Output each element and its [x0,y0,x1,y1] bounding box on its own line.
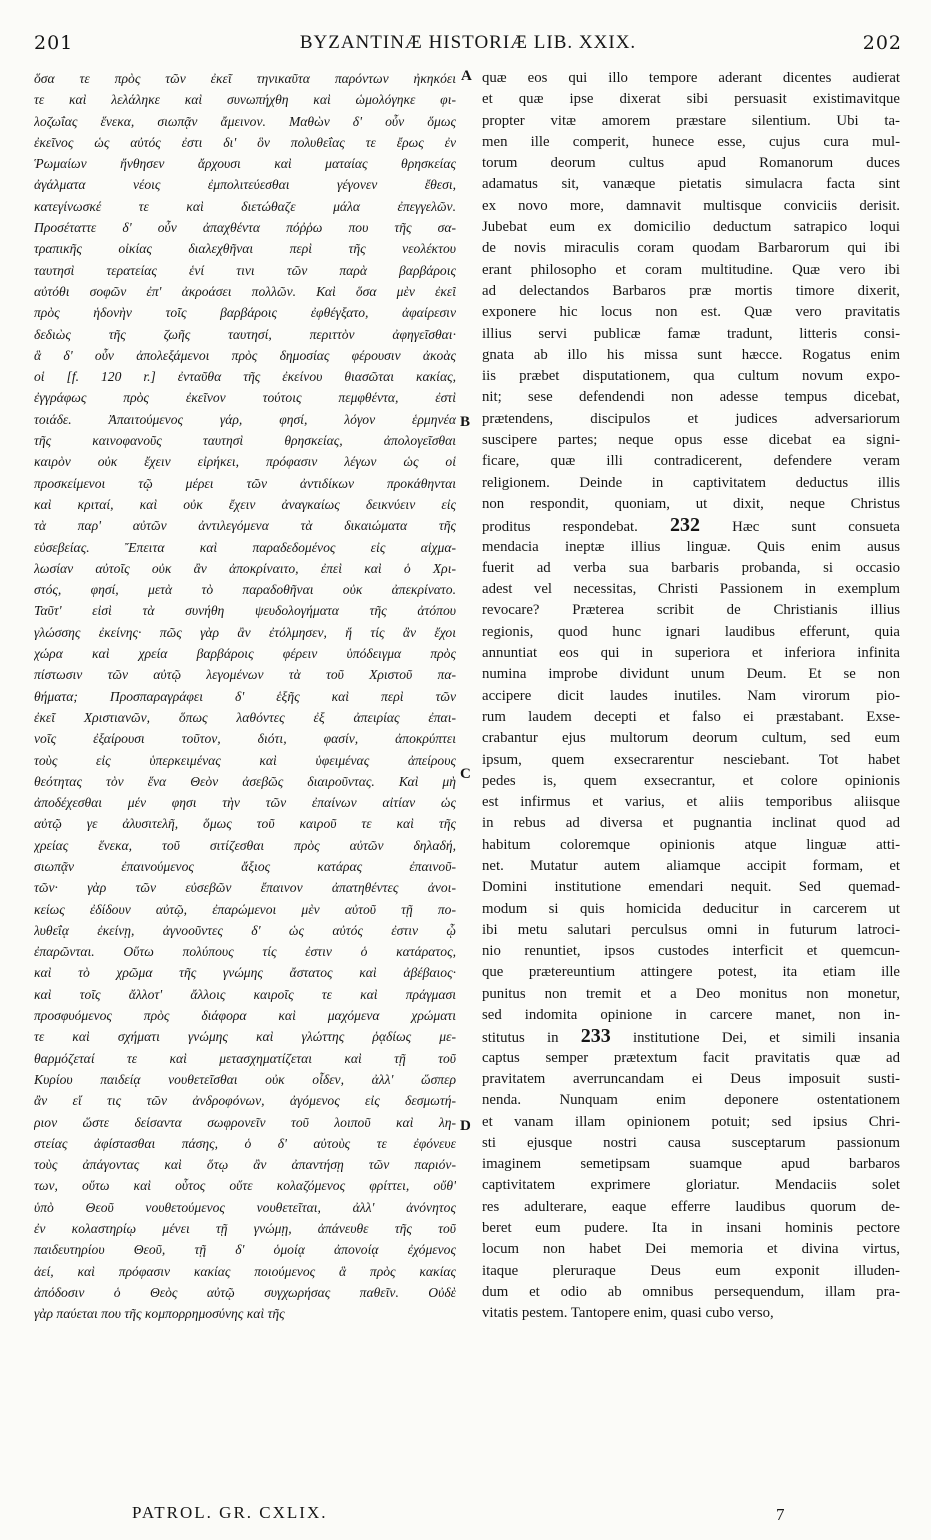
latin-text-line: prætendens, discipulos et judices adversariorum [482,410,900,427]
greek-text-line: τοιάδε. Ἀπαιτούμενος γάρ, φησί, λόγον ἑρμηνέα [34,411,456,427]
latin-text-line: pedes is, quem exsecrantur, et colore opinionis [482,772,900,789]
greek-text-line: ἀποδέχεσθαι μέν φησι τὴν τῶν ἐπαίνων αἰτίαν ὡς [34,795,456,811]
latin-text-line: Jubebat eum ex domicilio deductum satrapico loqui [482,219,900,236]
greek-text-line: ἂν εἴ τις τῶν ἀνδροφόνων, ἀγόμενος εἰς δεσμωτή- [34,1093,456,1109]
margin-letter-a: A [461,68,472,84]
greek-text-line: Ῥωμαίων ἤνθησεν ἄρχουσι καὶ ματαίας θρησκείας [34,156,456,172]
latin-text-line: sed indomita opinione in carcere manet, non in- [482,1007,900,1024]
greek-text-line: εὐσεβείας. Ἔπειτα καὶ παραδεδομένος εἰς αἰχμα- [34,539,456,555]
latin-text-line: et vanam illam opinionem potuit; sed ipsius Chri- [482,1113,900,1130]
running-title: BYZANTINÆ HISTORIÆ LIB. XXIX. [299,32,637,53]
greek-text-line: καιρὸν οὐκ ἔχειν εἰρήκει, πρόφασιν λέγων ὡς οἱ [34,454,456,470]
greek-text-line: Κυρίου παιδείᾳ νουθετεῖσθαι οὐκ οἶδεν, ἀλλ' ὥσπερ [34,1071,456,1087]
latin-text-line: locum non habet Dei memoria et divina virtus, [482,1241,900,1258]
latin-text-line: gnata ab illo his missa sunt hæcce. Rogatus enim [482,346,900,363]
greek-text-line: θεότητας τὸν ἕνα Θεὸν ἀσεβῶς διαιροῦντας. Καὶ μὴ [34,773,456,789]
greek-text-line: χώρα καὶ χρεία βαρβάροις φέρειν ὑπόδειγμα πρὸς [34,646,456,662]
latin-text-line: res adulterare, eaque efferre laudibus quorum de- [482,1198,900,1215]
greek-text-line: αὐτῷ γε ἀλυσιτελῆ, ὅμως τοῦ καιροῦ τε καὶ τῆς [34,816,456,832]
greek-text-line: προσκείμενοι τῷ μέρει τῶν ἀντιδίκων προκάθηνται [34,475,456,491]
latin-text-line: men ille comperit, hunece esse, cujus cura mul- [482,133,900,150]
page-number-right: 202 [862,32,902,54]
latin-text-line: ad delectandos Barbaros præ mortis timore dixerit, [482,282,900,299]
latin-text-line: adest vel necessitas, Christi Passionem in exemplum [482,581,900,598]
running-header [34,32,902,58]
greek-text-line: κατεγίνωσκέ τε καὶ διετώθαζε μάλα ἐπεγγελῶν. [34,198,456,214]
greek-text-line: ἐγγράφως πρὸς ἐκεῖνον τούτοις πεμφθέντα, ἐστὶ [34,390,456,406]
latin-text-line: erant philosopho et coram multitudine. Quæ vero ibi [482,261,900,278]
greek-text-line: νοῖς ἐξαίρουσι τοῦτον, διότι, φασίν, ἀποκρύπτει [34,731,456,747]
greek-text-line: τὰ παρ' αὐτῶν ἀντιλεγόμενα τὰ δικαιώματα τῆς [34,518,456,534]
greek-text-line: καὶ κριταί, καὶ οὐκ ἔχειν ἀναγκαίως δεικνύειν εἰς [34,496,456,512]
greek-text-column [34,68,456,1325]
greek-text-line: ἐν κολαστηρίῳ μένει τῇ γνώμῃ, ἀπάνευθε τῆς τοῦ [34,1221,456,1237]
latin-text-line: punitus non tremit et a Deo monitus non monetur, [482,985,900,1002]
greek-text-line: κείως ἐδίδουν αὐτῷ, ἐπαρώμενοι μὲν αὐτοῦ τῇ πο- [34,901,456,917]
greek-text-line: ἀγάλματα νέοις ἐμπολιτεύεσθαι γέγονεν ἔθεσι, [34,177,456,193]
latin-text-line: ipsum, quem exsecrarentur nesciebant. Tot habet [482,751,900,768]
latin-text-line: sti ejusque nostri causa susceptarum passionum [482,1134,900,1151]
greek-text-line: καὶ τὸ χρῶμα τῆς γνώμης ἄστατος καὶ ἀβέβαιος· [34,965,456,981]
latin-text-line: fuerit ad verba sua barbaris probanda, si occasio [482,559,900,576]
greek-text-line: γλώσσης ἐκείνης· πῶς γὰρ ἂν ἐτόλμησεν, ἥ τίς ἂν ἔχοι [34,624,456,640]
greek-text-line: τε καὶ λελάληκε καὶ συνωπήχθη καὶ ὡμολόγηκε φι- [34,92,456,108]
greek-text-line: ὅσα τε πρὸς τῶν ἐκεῖ τηνικαῦτα παρόντων ἠκηκόει [34,71,456,86]
latin-text-line: modum si quis homicida deducitur in carcerem ut [482,900,900,917]
greek-text-line: καὶ τοῖς ἄλλοτ' ἄλλοις καιροῖς τε καὶ πράγμασι [34,986,456,1002]
latin-text-line: et quæ ipse dixerat sibi persuasit existimavitque [482,91,900,108]
greek-text-line: προσφυόμενος πρὸς διάφορα καὶ μαχόμενα χρώματι [34,1008,456,1024]
greek-text-line: τε καὶ σχήματι γνώμης καὶ γλώττης ῥᾳδίως με- [34,1029,456,1045]
latin-text-line: revocare? Præterea scribit de Christianis illius [482,602,900,619]
greek-text-line: ταυτησὶ τερατείας ἑνί τινι τῶν παρὰ βαρβάροις [34,262,456,278]
latin-text-line: quæ eos qui illo tempore aderant dicentes audierat [482,70,900,86]
latin-text-line: in rebus ad diversa et pugnantia inclinat quod ad [482,815,900,832]
greek-text-line: τραπικῆς οἰκίας διαλεχθῆναι περὶ τῆς νεολέκτου [34,241,456,257]
latin-text-line: stitutus in 233 institutione Dei, et simili insania [482,1026,900,1048]
latin-text-line: rum laudem decepti et falso ei præstabant. Exse- [482,708,900,725]
latin-text-line: regionis, quod hunc ignari laudibus efferunt, quia [482,623,900,640]
latin-text-line: net. Mutatur autem aliamque accipit formam, et [482,857,900,874]
latin-text-line: non respondit, quoniam, ut dixit, neque Christus [482,495,900,512]
latin-text-line: ibi metu salutari perculsus omni in futurum latroci- [482,921,900,938]
greek-text-line: ὑπὸ Θεοῦ νουθετούμενος νουθετεῖται, ἀλλ' ἀνόνητος [34,1199,456,1215]
latin-text-line: adamatus sit, vanæque pietatis simulacra facta sint [482,176,900,193]
latin-text-line: numina improbe dividunt unum Deum. Et se non [482,666,900,683]
greek-text-line: Προσέταττε δ' οὖν ἀπαχθέντα πόῤῥω που τῆς σα- [34,220,456,236]
greek-text-line: ριον ὥστε δείσαντα σωφρονεῖν τοῦ λοιποῦ καὶ λη- [34,1114,456,1130]
latin-text-line: nenda. Nunquam enim deponere ostentationem [482,1092,900,1109]
greek-text-line: θαρμόζεταί τε καὶ μετασχηματίζεται καὶ τῇ τοῦ [34,1050,456,1066]
greek-text-line: αὐτόθι σοφῶν ἐπ' ἀκροάσει πολλῶν. Καὶ ὅσα μὲν ἐκεῖ [34,283,456,299]
greek-text-line: τῶν· γὰρ τῶν εὐσεβῶν ἔπαινον ἀπατηθέντες ἀνοι- [34,880,456,896]
latin-text-line: pravitatem averruncandam ei Deus imposuit susti- [482,1070,900,1087]
greek-text-line: τῆς καινοφανοῦς ταυτησὶ θρησκείας, ἀπολογεῖσθαι [34,433,456,449]
greek-text-line: λωσίαν αὐτοῖς οὐκ ἂν ἀποκρίναιτο, ἐπεὶ καὶ ὁ Χρι- [34,560,456,576]
greek-text-line: των, οὕτω καὶ οὗτος οὔτε κολαζόμενος φρίττει, οὔθ' [34,1178,456,1194]
section-number: 233 [580,1026,611,1048]
greek-text-line: ἐκεῖ Χριστιανῶν, ὅπως λαθόντες ἐξ ἀπειρίας ἐπαι- [34,709,456,725]
latin-text-line: nit; sese defendendi non adesse tempus dicebat, [482,389,900,406]
footer-sheet-number: 7 [776,1505,785,1524]
margin-letter-c: C [460,766,471,782]
latin-text-line: de novis miraculis coram quodam Barbarorum qui ibi [482,240,900,257]
latin-text-line: mendacia ineptæ illius linguæ. Quis enim ausus [482,538,900,555]
greek-text-line: ἐπαρῶνται. Οὕτω πολύπους τίς ἐστιν ὁ κατάρατος, [34,944,456,960]
latin-text-line: annuntiat eos qui in superiora et inferiora infinita [482,645,900,662]
footer-signature: PATROL. GR. CXLIX. [132,1503,328,1522]
latin-text-line: ficare, quæ illi contradicerent, defendere veram [482,453,900,470]
greek-text-line: γὰρ παύεται που τῆς κομπορρημοσύνης καὶ τῆς [34,1306,285,1322]
greek-text-line: θήματα; Προσπαραγράφει δ' ἑξῆς καὶ περὶ τῶν [34,688,456,704]
latin-text-line: iis præbet disputationem, qua cultum novum expo- [482,368,900,385]
page-number-left: 201 [34,32,74,54]
latin-text-line: illius servi publicæ famæ tradunt, litteris consi- [482,325,900,342]
greek-text-line: δεδιὼς τῆς ζωῆς ταυτησί, περιττὸν ἀφηγεῖσθαι· [34,326,456,342]
greek-text-line: ἐκεῖνος ὡς αὐτός ἐστι δι' ὃν πολυθεΐας τε ἔρως ἐν [34,134,456,150]
greek-text-line: σιωπᾷν ἐπαινούμενος ἄξιος κατάρας ἐπαινοῦ- [34,858,456,874]
greek-text-line: πρὸς ἡδονὴν τοῖς βαρβάροις ἐφθέγξατο, ἀφαίρεσιν [34,305,456,321]
greek-text-line: παιδευτηρίου Θεοῦ, τῇ δ' ὁμοίᾳ ἀπονοίᾳ ἐχόμενος [34,1242,456,1258]
latin-text-line: Domini institutione emendari nequit. Sed quemad- [482,879,900,896]
greek-text-line: στός, φησί, μετὰ τὸ παραδοθῆναι οὐκ ἀπεκρίνατο. [34,582,456,598]
greek-text-line: στείας ἀφίστασθαι πάσης, ὁ δ' αὐτοὺς τε ἐφόνευε [34,1135,456,1151]
latin-text-line: torum deorum cultus apud Romanorum duces [482,155,900,172]
latin-text-line: beret eum pudere. Ita in insani hominis pectore [482,1220,900,1237]
latin-text-column [482,68,900,1325]
margin-letter-d: D [460,1118,471,1134]
greek-text-line: οἱ [f. 120 r.] ἐνταῦθα τῆς ἐκείνου θιασῶται κακίας, [34,369,456,385]
latin-text-line: exponere hic locus non est. Quæ vero pravitatis [482,304,900,321]
latin-text-line: propter vitæ amorem præstare silentium. Ubi ta- [482,112,900,129]
greek-text-line: πίστωσιν τῶν αὐτῷ λεγομένων τὰ τοῦ Χριστοῦ πα- [34,667,456,683]
greek-text-line: ἀπόδοσιν ὁ Θεὸς αὐτῷ συγχωρήσας παθεῖν. Οὐδὲ [34,1284,456,1300]
greek-text-line: λυθεΐᾳ ἐκείνῃ, ἀγνοοῦντες δ' ὡς αὐτός ἐστιν ᾧ [34,922,456,938]
latin-text-line: que prætereuntium attingere potest, ita etiam ille [482,964,900,981]
latin-text-line: proditus respondebat. 232 Hæc sunt consueta [482,515,900,537]
latin-text-line: imaginem semetipsam suamque apud barbaros [482,1156,900,1173]
section-number: 232 [670,515,700,537]
latin-text-line: religionem. Deinde in captivitatem deductus illis [482,474,900,491]
latin-text-line: itaque pleruraque Deus eum exponit illuden- [482,1262,900,1279]
greek-text-line: ἃ δ' οὖν ἀπολεξάμενοι πρὸς δημοσίας φέρουσιν ἀκοὰς [34,347,456,363]
latin-text-line: captivitatem exprimere gloriatur. Mendaciis solet [482,1177,900,1194]
latin-text-line: habitum coloremque opinionis atque linguæ atti- [482,836,900,853]
latin-text-line: est infirmus et varius, et aliis temporibus aliisque [482,794,900,811]
latin-text-line: vitatis pestem. Tantopere enim, quasi cubo verso, [482,1305,774,1322]
greek-text-line: χρείας ἕνεκα, τοῦ σιτίζεσθαι πρὸς αὐτῶν δηλαδή, [34,837,456,853]
greek-text-line: τοὺς ἀπάγοντας καὶ ὅτῳ ἂν ἀπαντήσῃ τῶν παριόν- [34,1157,456,1173]
latin-text-line: suscipere partes; neque opus esse dicebat ea signi- [482,432,900,449]
latin-text-line: accipere dicit laudes inutiles. Nam virorum pio- [482,687,900,704]
latin-text-line: dum et odio ab omnibus persequendum, illam pra- [482,1283,900,1300]
greek-text-line: λοζωΐας ἕνεκα, σιωπᾷν ἄμεινον. Μαθὼν δ' οὖν ὅμως [34,113,456,129]
latin-text-line: ex novo more, damnavit multisque conviciis derisit. [482,197,900,214]
margin-letter-b: B [460,414,471,430]
greek-text-line: τοὺς εἰς ὑπερκειμένας καὶ ὑφειμένας ἀπείρους [34,752,456,768]
greek-text-line: Ταῦτ' εἰσὶ τὰ συνήθη ψευδολογήματα τῆς ἀτόπου [34,603,456,619]
latin-text-line: nio renuntiet, ipsos custodes interficit et quemcun- [482,943,900,960]
latin-text-line: crabantur ejus multorum deorum cultum, sed eum [482,730,900,747]
latin-text-line: captus semper prætextum facit pravitatis quæ ad [482,1049,900,1066]
greek-text-line: ἀεί, καὶ πρόφασιν κακίας ποιούμενος ἃ πρὸς κακίας [34,1263,456,1279]
